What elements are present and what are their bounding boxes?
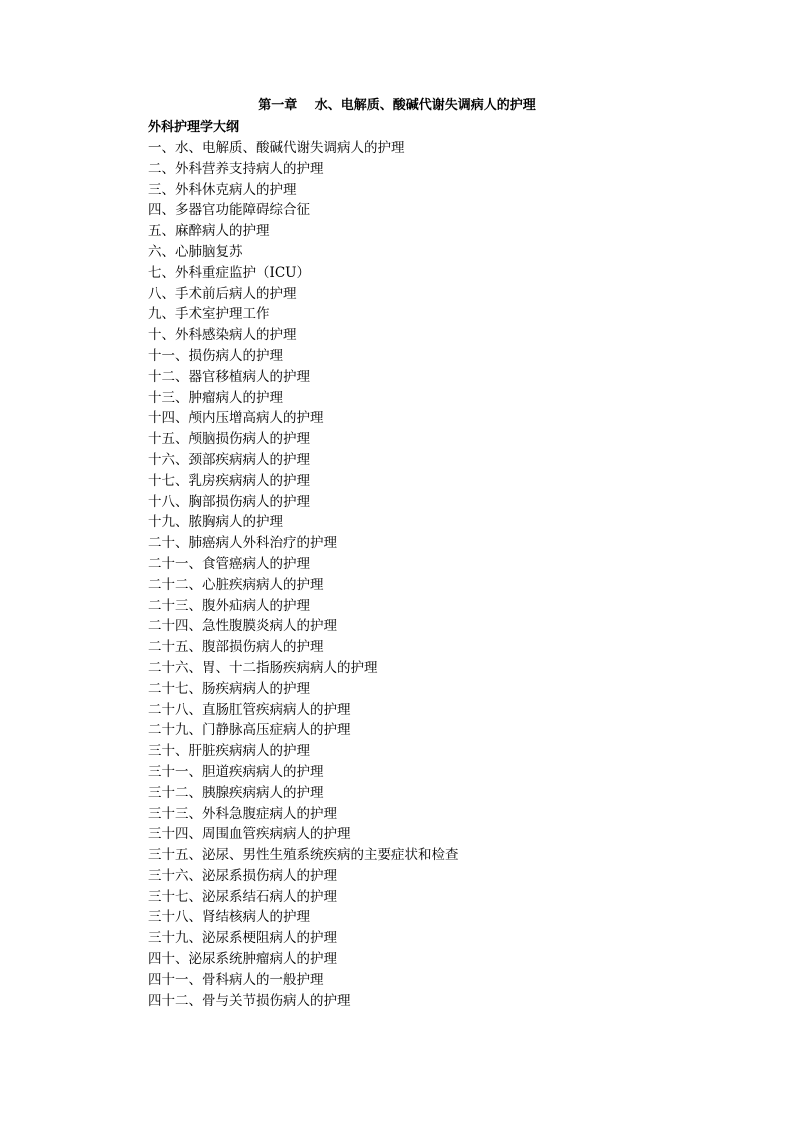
outline-item: 三十二、胰腺疾病病人的护理 xyxy=(148,784,324,801)
outline-item: 十一、损伤病人的护理 xyxy=(148,347,283,364)
outline-item: 三十四、周围血管疾病病人的护理 xyxy=(148,826,351,843)
outline-item: 一、水、电解质、酸碱代谢失调病人的护理 xyxy=(148,140,405,156)
outline-item: 十六、颈部疾病病人的护理 xyxy=(148,451,310,468)
outline-item: 七、外科重症监护（ICU） xyxy=(148,264,311,281)
outline-item: 十五、颅脑损伤病人的护理 xyxy=(148,431,310,448)
outline-item: 四十二、骨与关节损伤病人的护理 xyxy=(148,992,351,1009)
outline-item: 十三、肿瘤病人的护理 xyxy=(148,389,283,406)
outline-heading: 外科护理学大纲 xyxy=(148,120,240,135)
outline-item: 十四、颅内压增高病人的护理 xyxy=(148,410,324,427)
outline-item: 四十一、骨科病人的一般护理 xyxy=(148,971,324,988)
outline-item: 二十六、胃、十二指肠疾病病人的护理 xyxy=(148,659,378,676)
outline-item: 八、手术前后病人的护理 xyxy=(148,285,297,302)
page-title: 第一章 水、电解质、酸碱代谢失调病人的护理 xyxy=(258,98,536,113)
outline-item: 二十二、心脏疾病病人的护理 xyxy=(148,576,324,593)
outline-item: 二十八、直肠肛管疾病病人的护理 xyxy=(148,701,351,718)
outline-item: 六、心肺脑复苏 xyxy=(148,243,243,260)
outline-list xyxy=(148,138,459,1011)
outline-item: 二十四、急性腹膜炎病人的护理 xyxy=(148,618,337,635)
outline-item: 三十七、泌尿系结石病人的护理 xyxy=(148,888,337,905)
outline-item: 十二、器官移植病人的护理 xyxy=(148,368,310,385)
outline-item: 十九、脓胸病人的护理 xyxy=(148,514,283,531)
outline-item: 十七、乳房疾病病人的护理 xyxy=(148,472,310,489)
outline-item: 四十、泌尿系统肿瘤病人的护理 xyxy=(148,951,337,968)
outline-item: 三十五、泌尿、男性生殖系统疾病的主要症状和检查 xyxy=(148,847,459,864)
outline-item: 二十、肺癌病人外科治疗的护理 xyxy=(148,535,337,552)
outline-item: 二十三、腹外疝病人的护理 xyxy=(148,597,310,614)
outline-item: 三十六、泌尿系损伤病人的护理 xyxy=(148,867,337,884)
outline-item: 三十八、肾结核病人的护理 xyxy=(148,909,310,926)
outline-item: 三十九、泌尿系梗阻病人的护理 xyxy=(148,930,337,947)
outline-item: 三、外科休克病人的护理 xyxy=(148,181,297,198)
outline-item: 三十一、胆道疾病病人的护理 xyxy=(148,763,324,780)
outline-item: 二十五、腹部损伤病人的护理 xyxy=(148,639,324,656)
outline-item: 二、外科营养支持病人的护理 xyxy=(148,160,324,177)
outline-item: 四、多器官功能障碍综合征 xyxy=(148,202,310,219)
outline-item: 二十七、肠疾病病人的护理 xyxy=(148,680,310,697)
outline-item: 五、麻醉病人的护理 xyxy=(148,223,270,240)
outline-item: 三十、肝脏疾病病人的护理 xyxy=(148,743,310,760)
outline-item: 二十九、门静脉高压症病人的护理 xyxy=(148,722,351,739)
outline-item: 十、外科感染病人的护理 xyxy=(148,327,297,344)
outline-item: 三十三、外科急腹症病人的护理 xyxy=(148,805,337,822)
outline-item: 二十一、食管癌病人的护理 xyxy=(148,555,310,572)
outline-item: 九、手术室护理工作 xyxy=(148,306,270,323)
outline-item: 十八、胸部损伤病人的护理 xyxy=(148,493,310,510)
